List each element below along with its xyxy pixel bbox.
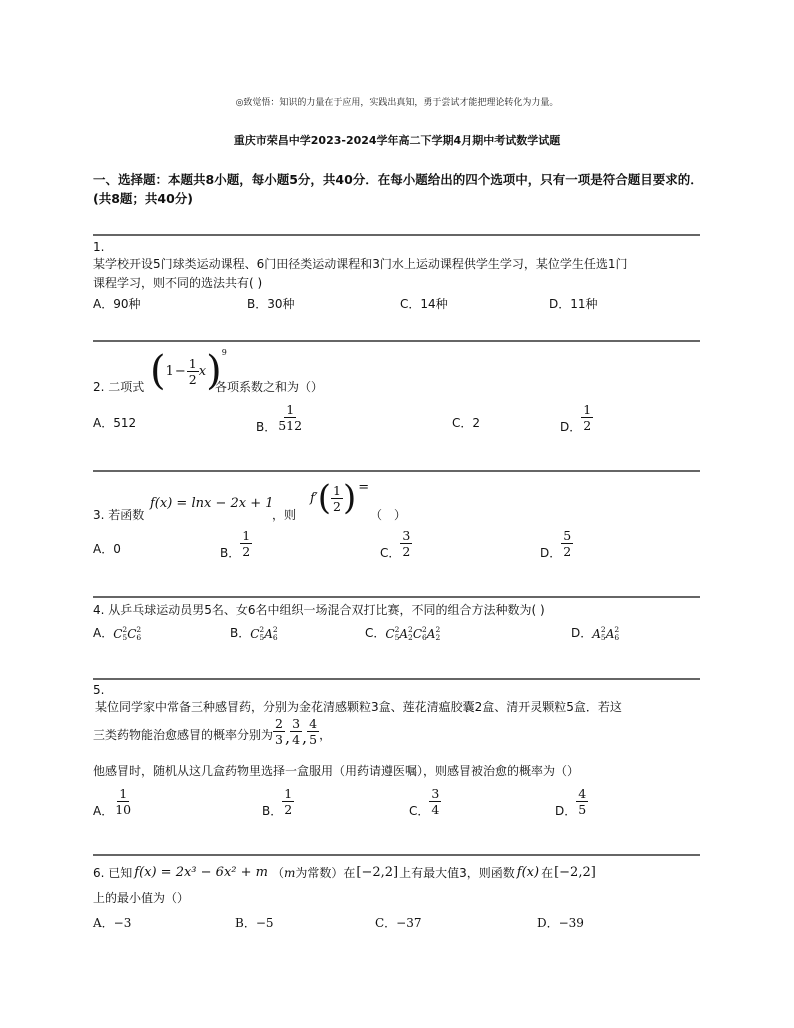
q5-option-d[interactable]: D． $\frac{4}{5}$ (555, 786, 587, 818)
q5-number: 5. (93, 683, 105, 697)
q2-option-a[interactable]: A．512 (93, 416, 137, 430)
q2-prefix: 2. 二项式 (93, 380, 145, 394)
q6-option-a[interactable]: A．−3 (93, 916, 132, 930)
q5-stem-line1: 某位同学家中常备三种感冒药，分别为金花清感颗粒3盒、莲花清瘟胶囊2盒、清开灵颗粒5盒．若这 (95, 700, 622, 714)
motto: ◎致觉悟：知识的力量在于应用，实践出真知，勇于尝试才能把理论转化为力量。 (235, 98, 559, 108)
q5-option-c[interactable]: C． $\frac{3}{4}$ (409, 786, 440, 818)
q6-stem-line2: 上的最小值为（） (93, 891, 190, 905)
q3-option-b[interactable]: B． $\frac{1}{2}$ (220, 528, 251, 560)
section-heading: 一、选择题：本题共8小题，每小题5分，共40分．在每小题给出的四个选项中，只有一项是符合题目要求的．(共8题；共40分) (93, 172, 703, 206)
q1-option-d[interactable]: D．11种 (549, 297, 598, 311)
q4-option-d[interactable]: D． A 2 5 A 2 6 (571, 624, 620, 642)
divider (93, 234, 700, 236)
q3-option-a[interactable]: A．0 (93, 542, 121, 556)
q3-blank: （ ） (370, 508, 407, 522)
page-title: 重庆市荣昌中学2023-2024学年高二下学期4月期中考试数学试题 (233, 134, 561, 147)
q6-option-c[interactable]: C．−37 (375, 916, 422, 930)
q5-stem-line3: 他感冒时，随机从这几盒药物里选择一盒服用（用药请遵医嘱），则感冒被治愈的概率为（） (93, 764, 580, 778)
q2-option-d[interactable]: D． $\frac{1}{2}$ (560, 402, 592, 434)
q6-stem-line1: 6. 已知 f(x) = 2x³ − 6x² + m （ m 为常数）在 [−2,2] 上有最大值3，则函数 f(x) 在 [−2,2] (93, 865, 596, 880)
q1-option-b[interactable]: B．30种 (247, 297, 295, 311)
divider (93, 470, 700, 472)
q5-stem-line2: 三类药物能治愈感冒的概率分别为 $\frac{2}{3}$ , $\frac{3}{4}$ , $\frac{4}{5}$ ， (93, 716, 332, 747)
q3-option-d[interactable]: D． $\frac{5}{2}$ (540, 528, 572, 560)
q5-option-a[interactable]: A． $\frac{1}{10}$ (93, 786, 132, 818)
q3-prefix: 3. 若函数 (93, 508, 145, 522)
q1-number: 1. (93, 240, 105, 254)
q2-option-c[interactable]: C．2 (452, 416, 481, 430)
q3-mid: ，则 (272, 508, 297, 522)
q3-function: f(x) = lnx − 2x + 1 (150, 496, 274, 511)
q1-stem-line2: 课程学习，则不同的选法共有( ) (93, 276, 263, 290)
q2-binomial: ( 1 − $\frac{1}{2}$ x ) 9 (150, 348, 227, 394)
q3-derivative: f′ ( $\frac{1}{2}$ ) = (310, 478, 370, 518)
q3-option-c[interactable]: C． $\frac{3}{2}$ (380, 528, 411, 560)
q5-option-b[interactable]: B． $\frac{1}{2}$ (262, 786, 293, 818)
q4-option-c[interactable]: C． C 2 5 A 2 2 C 2 6 A 2 2 (365, 624, 441, 642)
divider (93, 340, 700, 342)
divider (93, 596, 700, 598)
q1-stem-line1: 某学校开设5门球类运动课程、6门田径类运动课程和3门水上运动课程供学生学习，某位学生任选1门 (93, 257, 628, 271)
q4-stem: 4. 从乒乓球运动员男5名、女6名中组织一场混合双打比赛，不同的组合方法种数为( ) (93, 603, 545, 617)
q6-option-d[interactable]: D．−39 (537, 916, 584, 930)
divider (93, 678, 700, 680)
q1-option-c[interactable]: C．14种 (400, 297, 448, 311)
q6-option-b[interactable]: B．−5 (235, 916, 274, 930)
q2-option-b[interactable]: B． $\frac{1}{512}$ (256, 402, 303, 434)
q1-option-a[interactable]: A．90种 (93, 297, 141, 311)
q2-suffix: 各项系数之和为（） (215, 380, 324, 394)
q4-option-a[interactable]: A． C 2 5 C 2 6 (93, 624, 142, 642)
divider (93, 854, 700, 856)
q4-option-b[interactable]: B． C 2 5 A 2 6 (230, 624, 278, 642)
